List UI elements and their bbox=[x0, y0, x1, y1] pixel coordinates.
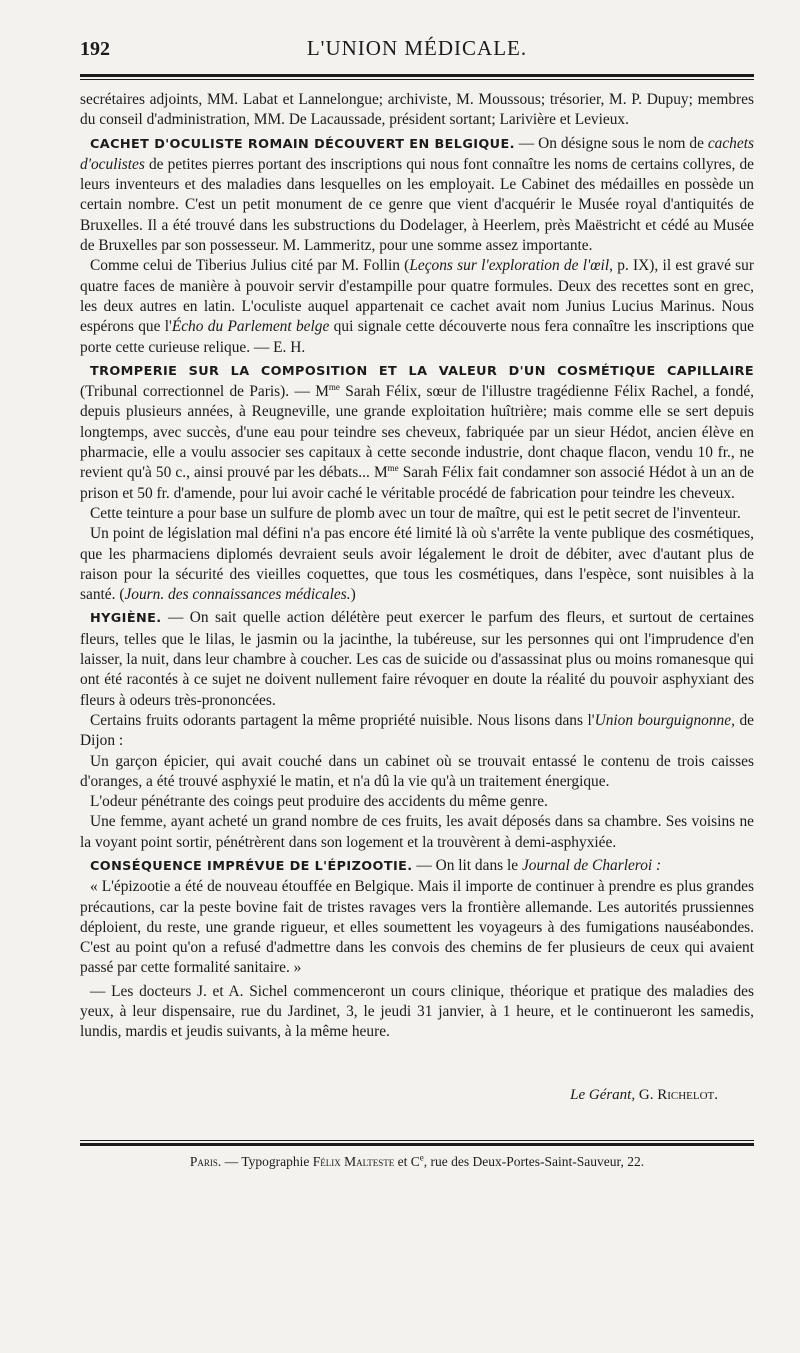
article-body bbox=[80, 90, 754, 1043]
running-title: L'UNION MÉDICALE. bbox=[306, 36, 528, 60]
section-cosmetic-fraud: TROMPERIE SUR LA COMPOSITION ET LA VALEUR D'UN COSMÉTIQUE CAPILLAIRE (Tribunal correctionnel de Paris). — $M^{me}$ Sarah Félix, sœur de l'illustre tragédienne Félix Rachel, a fondé, depuis plusieurs années, à Reugneville, une grande exploitation huîtrière; mais comme elle se sert depuis longtemps, avec succès, d'une eau pour teindre ses cheveux, fabriquée par un sieur Hédot, ancien élève en pharmacie, elle a voulu associer ses capitaux à cette seconde industrie, dont chaque flacon, vendu 10 fr., ne revient qu'à 50 c., ainsi prouvé par les débats... $M^{me}$ Sarah Félix fait condamner son associé Hédot à un an de prison et 50 fr. d'amende, pour lui avoir caché le véritable procédé de fabrication pour teindre les cheveux. bbox=[80, 363, 754, 502]
section-heading: TROMPERIE SUR LA COMPOSITION ET LA VALEUR D'UN COSMÉTIQUE CAPILLAIRE bbox=[90, 363, 754, 379]
section-roman-oculist-stamp: CACHET D'OCULISTE ROMAIN DÉCOUVERT EN BELGIQUE. — On désigne sous le nom de cachets d'oculistes de petites pierres portant des inscriptions qui nous font connaître les noms de certains collyres, de leurs inventeurs et des maladies dans lesquelles on les employait. Le Cabinet des médailles en possède un certain nombre. C'est un petit monument de ce genre que vient d'acquérir le Musée royal d'antiquités de Bruxelles. Il a été trouvé dans les substructions du Dodelager, à Heerlem, près Maëstricht et cédé au Musée de Bruxelles par son possesseur. M. Lammeritz, pour une somme assez importante. bbox=[80, 134, 754, 255]
footer-rule-thin bbox=[80, 1140, 754, 1141]
paragraph-woman-asphyxia: Une femme, ayant acheté un grand nombre de ces fruits, les avait déposés dans sa chambre. Ses voisins ne la voyant point sortir, pénétrèrent dans son logement et la trouvèrent à demi-asphyxiée. bbox=[80, 813, 754, 851]
section-heading: CONSÉQUENCE IMPRÉVUE DE L'ÉPIZOOTIE. bbox=[90, 858, 413, 874]
signature-name: G. Richelot. bbox=[638, 1086, 718, 1103]
section-epizootic: CONSÉQUENCE IMPRÉVUE DE L'ÉPIZOOTIE. — On lit dans le Journal de Charleroi : bbox=[90, 856, 662, 874]
paragraph-legislation: Un point de législation mal défini n'a pas encore été limité là où s'arrête la vente publique des cosmétiques, que les pharmaciens diplomés devraient seuls avoir légalement le droit de débiter, avec d'autant plus de raison pour la sécurité des vieilles coquettes, que tous les cosmétiques, dans l'espèce, sont nuisibles à la santé. (Journ. des connaissances médicales.) bbox=[80, 525, 754, 604]
header-rule-thick bbox=[80, 74, 754, 77]
paragraph-grocer-asphyxia: Un garçon épicier, qui avait couché dans un cabinet où se trouvait entassé le contenu de trois caisses d'oranges, a été trouvé asphyxié le matin, et n'a dû la vie qu'à un traitement énergique. bbox=[80, 752, 754, 790]
paragraph-odorous-fruits: Certains fruits odorants partagent la même propriété nuisible. Nous lisons dans l'Union bourguignonne, de Dijon : bbox=[80, 711, 755, 750]
header-rule-thin bbox=[80, 79, 754, 80]
paragraph-quinces: L'odeur pénétrante des coings peut produire des accidents du même genre. bbox=[90, 793, 548, 811]
section-heading: CACHET D'OCULISTE ROMAIN DÉCOUVERT EN BELGIQUE. bbox=[90, 136, 515, 152]
paragraph-society-officers: secrétaires adjoints, MM. Labat et Lannelongue; archiviste, M. Moussous; trésorier, M. P. Dupuy; membres du conseil d'administration, MM. De Lacaussade, président sortant; Larivière et Levieux. bbox=[80, 91, 754, 129]
paragraph-dye-composition: Cette teinture a pour base un sulfure de plomb avec un tour de maître, qui est le petit secret de l'inventeur. bbox=[90, 504, 741, 522]
page-number: 192 bbox=[80, 38, 110, 60]
section-hygiene: HYGIÈNE. — On sait quelle action délétère peut exercer le parfum des fleurs, et surtout de certaines fleurs, telles que le lilas, le jasmin ou la jacinthe, la tubéreuse, sur les personnes qui ont l'imprudence d'en laisser, la nuit, dans leur chambre à coucher. Les cas de suicide ou d'assassinat plus ou moins romanesque qui ont été racontés à ce sujet ne doivent nullement faire révoquer en doute la réalité du pouvoir asphyxiant des fleurs à odeurs très-prononcées. bbox=[80, 609, 754, 709]
page-header bbox=[80, 32, 754, 72]
footer-rule-thick bbox=[80, 1143, 754, 1146]
paragraph-sichel-course: — Les docteurs J. et A. Sichel commenceront un cours clinique, théorique et pratique des maladies des yeux, à leur dispensaire, rue du Jardinet, 3, le jeudi 31 janvier, à 1 heure, et le continueront les samedis, lundis, mardis et jeudis suivants, à la même heure. bbox=[80, 982, 754, 1041]
page bbox=[0, 32, 800, 1353]
paragraph-epizootic-quote: « L'épizootie a été de nouveau étouffée en Belgique. Mais il importe de continuer à prendre es plus grandes précautions, car la peste bovine fait de tristes ravages vers la frontière allemande. Les autorités prussiennes déploient, du reste, une grande rigueur, et elles soumettent les voyageurs à des fumigations nauséabondes. C'est au point qu'on a refusé d'admettre dans les convois des chemins de fer plusieurs de ceux qui avaient passé par cette formalité sanitaire. » bbox=[80, 878, 754, 977]
footer-rules bbox=[80, 1140, 754, 1146]
imprint: Paris. — Typographie Félix Malteste et Ce, rue des Deux-Portes-Saint-Sauveur, 22. bbox=[189, 1152, 645, 1169]
signature: Le Gérant, G. Richelot. bbox=[570, 1086, 718, 1103]
section-heading: HYGIÈNE. bbox=[90, 611, 162, 627]
paragraph-stamp-description: Comme celui de Tiberius Julius cité par M. Follin (Leçons sur l'exploration de l'œil, p. IX), il est gravé sur quatre faces de manière à pouvoir servir d'estampille pour quatre formules. Deux des recettes sont en grec, les deux autres en latin. L'oculiste auquel appartenait ce cachet avait nom Junius Lucius Marinus. Nous espérons que l'Écho du Parlement belge qui signale cette découverte nous fera connaître les inscriptions que porte cette curieuse relique. — E. H. bbox=[80, 257, 754, 356]
